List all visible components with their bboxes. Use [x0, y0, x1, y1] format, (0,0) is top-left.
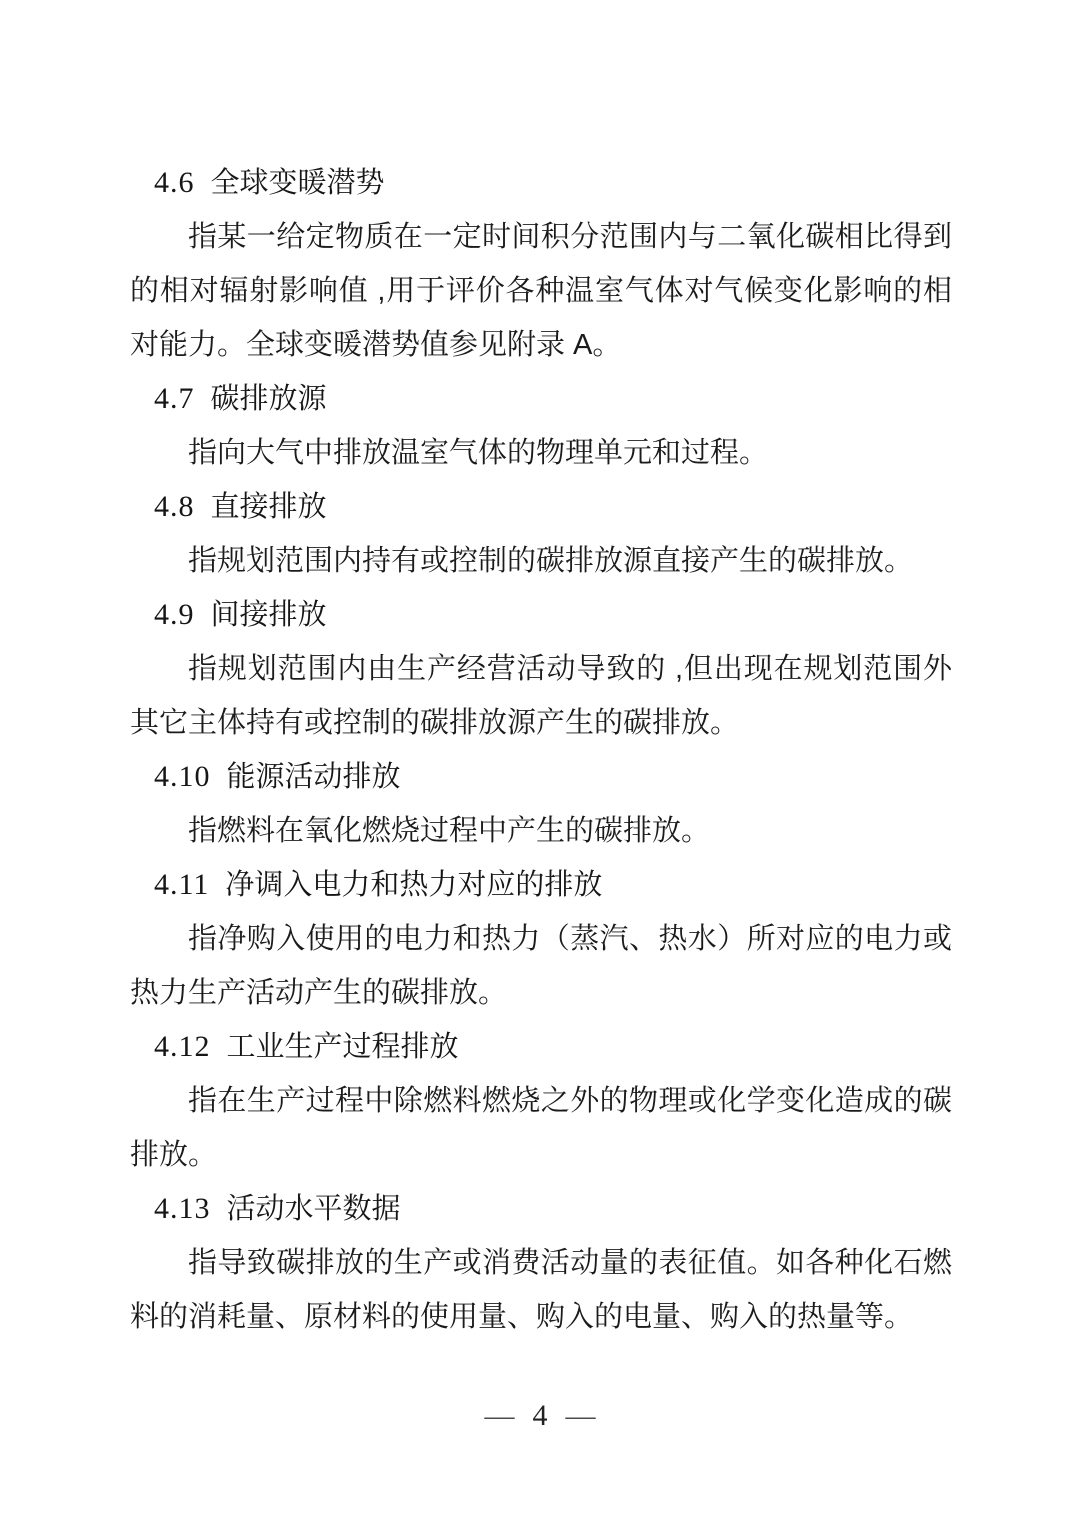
section-number: 4.7 [154, 382, 195, 415]
section-definition: 指向大气中排放温室气体的物理单元和过程。 [188, 437, 769, 469]
section-definition: 指规划范围内持有或控制的碳排放源直接产生的碳排放。 [188, 545, 914, 577]
section-title: 净调入电力和热力对应的排放 [225, 869, 603, 901]
section-title: 活动水平数据 [226, 1193, 401, 1225]
section-heading [130, 480, 952, 534]
section-title: 工业生产过程排放 [226, 1031, 459, 1063]
page-footer [0, 1396, 1080, 1436]
section-definition: 指规划范围内由生产经营活动导致的 ,但出现在规划范围外其它主体持有或控制的碳排放源产生的碳排放。 [130, 653, 952, 739]
section-definition: 指燃料在氧化燃烧过程中产生的碳排放。 [188, 815, 711, 847]
terms-definitions-list [130, 156, 952, 1344]
section-title: 碳排放源 [210, 383, 327, 415]
section-number: 4.8 [154, 490, 195, 523]
section-definition: 指在生产过程中除燃料燃烧之外的物理或化学变化造成的碳排放。 [130, 1085, 952, 1171]
page-number: 4 [532, 1399, 548, 1432]
section-number: 4.6 [154, 166, 195, 199]
section-definition: 指导致碳排放的生产或消费活动量的表征值。如各种化石燃料的消耗量、原材料的使用量、购入的电量、购入的热量等。 [130, 1247, 952, 1333]
section-definition: 指某一给定物质在一定时间积分范围内与二氧化碳相比得到的相对辐射影响值 ,用于评价各种温室气体对气候变化影响的相对能力。全球变暖潜势值参见附录 A。 [130, 221, 952, 361]
section-heading [130, 372, 952, 426]
section-title: 直接排放 [210, 491, 327, 523]
footer-dash-left: — [484, 1399, 515, 1432]
section-heading [130, 1020, 952, 1074]
section-number: 4.12 [154, 1030, 211, 1063]
footer-dash-right: — [565, 1399, 596, 1432]
section-title: 间接排放 [210, 599, 327, 631]
section-heading [130, 858, 952, 912]
section-number: 4.10 [154, 760, 211, 793]
section-heading [130, 588, 952, 642]
section-number: 4.13 [154, 1192, 211, 1225]
section-heading [130, 1182, 952, 1236]
section-title: 能源活动排放 [226, 761, 401, 793]
section-definition: 指净购入使用的电力和热力（蒸汽、热水）所对应的电力或热力生产活动产生的碳排放。 [130, 923, 952, 1009]
section-title: 全球变暖潜势 [210, 167, 385, 199]
section-heading [130, 156, 952, 210]
section-number: 4.11 [154, 868, 210, 901]
section-heading [130, 750, 952, 804]
section-number: 4.9 [154, 598, 195, 631]
